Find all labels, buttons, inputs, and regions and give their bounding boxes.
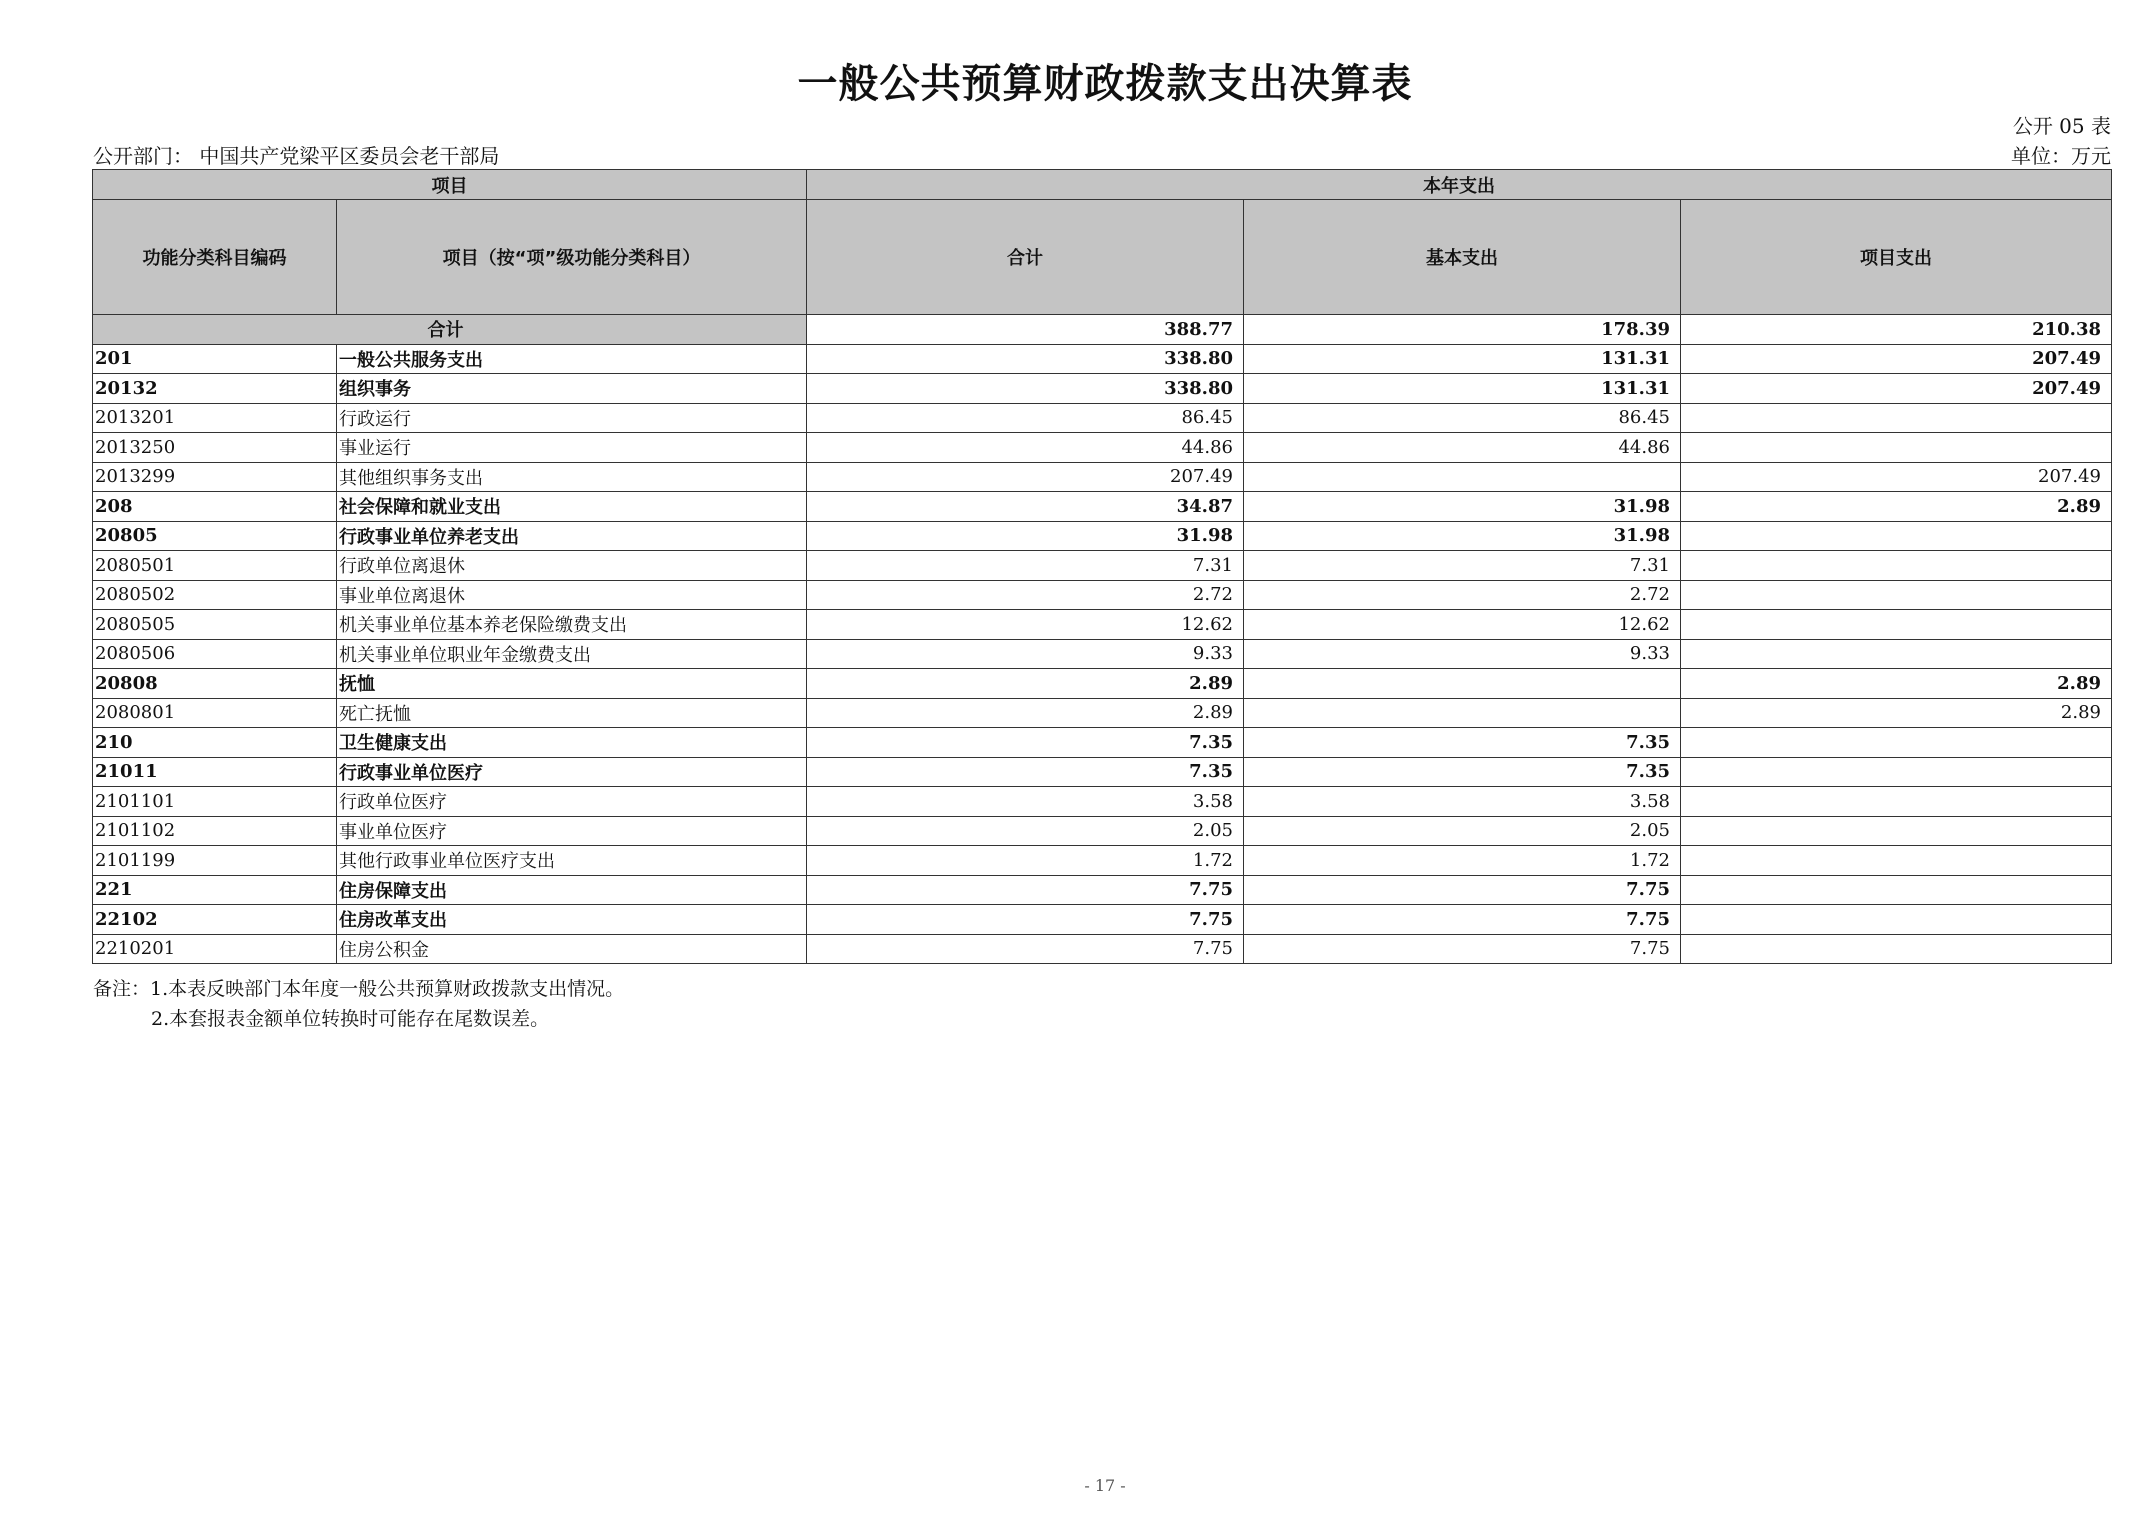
row-total: 9.33: [807, 639, 1244, 669]
row-total: 338.80: [807, 344, 1244, 374]
row-basic: 86.45: [1244, 403, 1681, 433]
row-project: [1681, 846, 2112, 876]
row-total: 2.05: [807, 816, 1244, 846]
table-row: [93, 639, 2112, 669]
row-total: 207.49: [807, 462, 1244, 492]
total-row: [93, 315, 2112, 345]
row-total: 34.87: [807, 492, 1244, 522]
row-project: [1681, 610, 2112, 640]
row-basic: 2.72: [1244, 580, 1681, 610]
row-basic: 7.35: [1244, 728, 1681, 758]
table-row: [93, 816, 2112, 846]
table-number: 公开 05 表: [2012, 114, 2111, 138]
row-name: 事业单位离退休: [337, 580, 807, 610]
row-code: 20132: [93, 374, 337, 404]
row-basic: 3.58: [1244, 787, 1681, 817]
header-row-columns: [93, 200, 2112, 315]
row-basic: [1244, 462, 1681, 492]
row-basic: 7.75: [1244, 934, 1681, 964]
row-basic: 2.05: [1244, 816, 1681, 846]
row-code: 2013201: [93, 403, 337, 433]
row-basic: 44.86: [1244, 433, 1681, 463]
row-project: [1681, 875, 2112, 905]
table-row: [93, 344, 2112, 374]
table-row: [93, 698, 2112, 728]
table-row: [93, 433, 2112, 463]
row-basic: 9.33: [1244, 639, 1681, 669]
row-name: 事业单位医疗: [337, 816, 807, 846]
row-total: 7.35: [807, 728, 1244, 758]
unit-label: 单位：万元: [2011, 144, 2111, 168]
row-project: [1681, 905, 2112, 935]
row-code: 2101101: [93, 787, 337, 817]
row-name: 卫生健康支出: [337, 728, 807, 758]
table-row: [93, 521, 2112, 551]
row-total: 2.89: [807, 669, 1244, 699]
row-project: [1681, 433, 2112, 463]
row-name: 死亡抚恤: [337, 698, 807, 728]
row-name: 抚恤: [337, 669, 807, 699]
row-basic: 7.75: [1244, 905, 1681, 935]
row-total: 44.86: [807, 433, 1244, 463]
header-current-year: 本年支出: [807, 170, 2112, 200]
department-label: 公开部门： 中国共产党梁平区委员会老干部局: [93, 144, 500, 168]
table-row: [93, 875, 2112, 905]
notes: [93, 974, 624, 1034]
row-code: 20808: [93, 669, 337, 699]
row-name: 行政事业单位养老支出: [337, 521, 807, 551]
page-number: - 17 -: [1084, 1476, 1126, 1495]
table-row: [93, 846, 2112, 876]
row-basic: 7.75: [1244, 875, 1681, 905]
row-project: [1681, 639, 2112, 669]
row-project: [1681, 934, 2112, 964]
row-total: 12.62: [807, 610, 1244, 640]
row-project: [1681, 551, 2112, 581]
row-basic: 131.31: [1244, 344, 1681, 374]
row-name: 社会保障和就业支出: [337, 492, 807, 522]
row-basic: 7.35: [1244, 757, 1681, 787]
header-total: 合计: [807, 200, 1244, 315]
table-row: [93, 580, 2112, 610]
row-name: 其他组织事务支出: [337, 462, 807, 492]
row-code: 20805: [93, 521, 337, 551]
total-basic: 178.39: [1244, 315, 1681, 345]
row-total: 7.35: [807, 757, 1244, 787]
row-name: 机关事业单位职业年金缴费支出: [337, 639, 807, 669]
table-row: [93, 787, 2112, 817]
row-project: 2.89: [1681, 669, 2112, 699]
row-basic: 31.98: [1244, 492, 1681, 522]
row-code: 210: [93, 728, 337, 758]
row-code: 2080801: [93, 698, 337, 728]
row-name: 行政单位离退休: [337, 551, 807, 581]
total-total: 388.77: [807, 315, 1244, 345]
row-total: 2.72: [807, 580, 1244, 610]
row-total: 7.31: [807, 551, 1244, 581]
note-1: 备注：1.本表反映部门本年度一般公共预算财政拨款支出情况。: [93, 978, 625, 1000]
row-name: 行政单位医疗: [337, 787, 807, 817]
row-total: 2.89: [807, 698, 1244, 728]
table-row: [93, 462, 2112, 492]
row-code: 2101199: [93, 846, 337, 876]
table-row: [93, 610, 2112, 640]
row-code: 2101102: [93, 816, 337, 846]
row-project: 207.49: [1681, 374, 2112, 404]
total-label: 合计: [93, 315, 807, 345]
row-basic: [1244, 698, 1681, 728]
table-row: [93, 905, 2112, 935]
note-2: 2.本套报表金额单位转换时可能存在尾数误差。: [151, 1008, 550, 1030]
row-project: [1681, 580, 2112, 610]
row-code: 2080506: [93, 639, 337, 669]
row-basic: 1.72: [1244, 846, 1681, 876]
table-row: [93, 757, 2112, 787]
row-name: 事业运行: [337, 433, 807, 463]
row-project: [1681, 403, 2112, 433]
total-project: 210.38: [1681, 315, 2112, 345]
row-total: 7.75: [807, 875, 1244, 905]
header-code: 功能分类科目编码: [93, 200, 337, 315]
row-name: 行政运行: [337, 403, 807, 433]
row-total: 3.58: [807, 787, 1244, 817]
row-basic: 131.31: [1244, 374, 1681, 404]
header-row-group: [93, 170, 2112, 200]
row-name: 一般公共服务支出: [337, 344, 807, 374]
row-total: 7.75: [807, 905, 1244, 935]
row-code: 2080501: [93, 551, 337, 581]
row-project: [1681, 816, 2112, 846]
row-project: [1681, 521, 2112, 551]
row-project: [1681, 787, 2112, 817]
row-basic: [1244, 669, 1681, 699]
table-row: [93, 551, 2112, 581]
row-basic: 31.98: [1244, 521, 1681, 551]
header-item-group: 项目: [93, 170, 807, 200]
row-name: 住房改革支出: [337, 905, 807, 935]
row-total: 1.72: [807, 846, 1244, 876]
page-title: 一般公共预算财政拨款支出决算表: [797, 61, 1413, 107]
row-name: 机关事业单位基本养老保险缴费支出: [337, 610, 807, 640]
expenditure-table: [92, 169, 2112, 964]
row-code: 2013250: [93, 433, 337, 463]
row-name: 住房公积金: [337, 934, 807, 964]
row-total: 31.98: [807, 521, 1244, 551]
row-name: 其他行政事业单位医疗支出: [337, 846, 807, 876]
row-project: 2.89: [1681, 492, 2112, 522]
table-row: [93, 492, 2112, 522]
row-code: 22102: [93, 905, 337, 935]
header-project: 项目支出: [1681, 200, 2112, 315]
row-code: 208: [93, 492, 337, 522]
row-code: 2080505: [93, 610, 337, 640]
row-project: 2.89: [1681, 698, 2112, 728]
header-basic: 基本支出: [1244, 200, 1681, 315]
table-row: [93, 934, 2112, 964]
row-name: 行政事业单位医疗: [337, 757, 807, 787]
table-row: [93, 669, 2112, 699]
row-code: 2080502: [93, 580, 337, 610]
row-code: 2013299: [93, 462, 337, 492]
row-basic: 12.62: [1244, 610, 1681, 640]
row-code: 201: [93, 344, 337, 374]
row-name: 住房保障支出: [337, 875, 807, 905]
row-project: 207.49: [1681, 462, 2112, 492]
table-row: [93, 728, 2112, 758]
row-name: 组织事务: [337, 374, 807, 404]
row-project: 207.49: [1681, 344, 2112, 374]
table-row: [93, 374, 2112, 404]
row-code: 221: [93, 875, 337, 905]
row-total: 338.80: [807, 374, 1244, 404]
row-project: [1681, 728, 2112, 758]
row-project: [1681, 757, 2112, 787]
row-code: 21011: [93, 757, 337, 787]
row-total: 7.75: [807, 934, 1244, 964]
table-row: [93, 403, 2112, 433]
row-total: 86.45: [807, 403, 1244, 433]
header-name: 项目（按“项”级功能分类科目）: [337, 200, 807, 315]
row-code: 2210201: [93, 934, 337, 964]
row-basic: 7.31: [1244, 551, 1681, 581]
